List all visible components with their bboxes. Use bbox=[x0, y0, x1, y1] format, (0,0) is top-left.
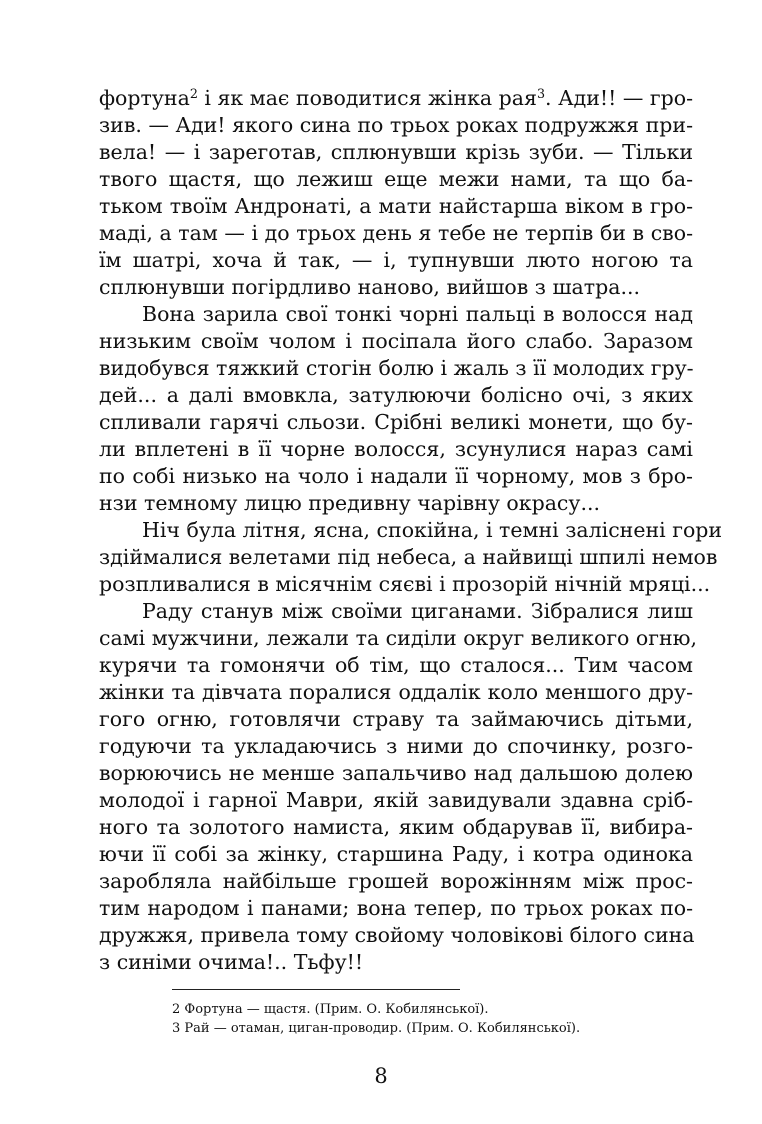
text-line: видобувся тяжкий стогін болю і жаль з її молодих гру- bbox=[99, 356, 694, 380]
text-line: годуючи та укладаючись з ними до спочинку, розго- bbox=[99, 734, 693, 758]
text-line: заробляла найбільше грошей ворожінням між прос- bbox=[99, 869, 693, 893]
text-line: Раду станув між своїми циганами. Зібралися лиш bbox=[142, 599, 693, 623]
footnote-3: 3 Рай — отаман, циган-проводир. (Прим. О. Кобилянської). bbox=[172, 1021, 581, 1036]
text-line: з синіми очима!.. Тьфу!! bbox=[99, 950, 364, 974]
text-line: сплюнувши погірдливо наново, вийшов з шатра... bbox=[99, 275, 640, 299]
body-text bbox=[99, 85, 723, 976]
text-line: їм шатрі, хоча й так, — і, тупнувши люто ногою та bbox=[99, 248, 693, 272]
text-line: жінки та дівчата поралися оддалік коло меншого дру- bbox=[99, 680, 693, 704]
text-line: твого щастя, що лежиш еще межи нами, та що ба- bbox=[99, 167, 693, 191]
text-line: спливали гарячі сльози. Срібні великі монети, що бу- bbox=[99, 410, 693, 434]
text-line: курячи та гомонячи об тім, що сталося... Тим часом bbox=[99, 653, 693, 677]
text-line: гого огню, готовлячи страву та займаючись дітьми, bbox=[99, 707, 693, 731]
text-line: маді, а там — і до трьох день я тебе не терпів би в сво- bbox=[99, 221, 693, 245]
footnotes bbox=[172, 1000, 692, 1038]
text-line: самі мужчини, лежали та сиділи округ великого огню, bbox=[99, 626, 698, 650]
text-line: тим народом і панами; вона тепер, по трьох роках по- bbox=[99, 896, 693, 920]
text-line: дружжя, привела тому свойому чоловікові білого сина bbox=[99, 923, 695, 947]
text-line: тьком твоїм Андронаті, а мати найстарша віком в гро- bbox=[99, 194, 693, 218]
text-line: Ніч була літня, ясна, спокійна, і темні заліснені гори bbox=[142, 518, 723, 542]
text-line: ворюючись не менше запальчиво над дальшою долею bbox=[99, 761, 693, 785]
footnote-2: 2 Фортуна — щастя. (Прим. О. Кобилянської). bbox=[172, 1002, 489, 1017]
text-line: ного та золотого намиста, яким обдарував її, вибира- bbox=[99, 815, 693, 839]
text-line: вела! — і зареготав, сплюнувши крізь зуби. — Тільки bbox=[99, 140, 693, 164]
footnote-divider bbox=[172, 989, 460, 990]
text-line: дей... а далі вмовкла, затулюючи болісно очі, з яких bbox=[99, 383, 693, 407]
text-line: молодої і гарної Маври, якій завидували здавна сріб- bbox=[99, 788, 693, 812]
text-line: Вона зарила свої тонкі чорні пальці в волосся над bbox=[142, 302, 693, 326]
page-number: 8 bbox=[374, 1064, 388, 1088]
text-line: розпливалися в місячнім сяєві і прозорій нічній мряці... bbox=[99, 572, 711, 596]
text-line: ли вплетені в її чорне волосся, зсунулися нараз самі bbox=[99, 437, 693, 461]
text-line: по собі низько на чоло і надали її чорному, мов з бро- bbox=[99, 464, 693, 488]
footnote-ref-2[interactable]: 2 bbox=[189, 86, 198, 102]
text-line: нзи темному лицю предивну чарівну окрасу... bbox=[99, 491, 601, 515]
text-line: здіймалися велетами під небеса, а найвищі шпилі немов bbox=[99, 545, 718, 569]
text-line: зив. — Ади! якого сина по трьох роках подружжя при- bbox=[99, 113, 693, 137]
text-line: ючи її собі за жінку, старшина Раду, і котра одинока bbox=[99, 842, 693, 866]
text-line: низьким своїм чолом і посіпала його слабо. Заразом bbox=[99, 329, 693, 353]
text-line: фортуна$^2$ і як має поводитися жінка рая$^3$. Ади!! — гро- bbox=[99, 86, 694, 110]
footnote-ref-3[interactable]: 3 bbox=[536, 86, 546, 102]
